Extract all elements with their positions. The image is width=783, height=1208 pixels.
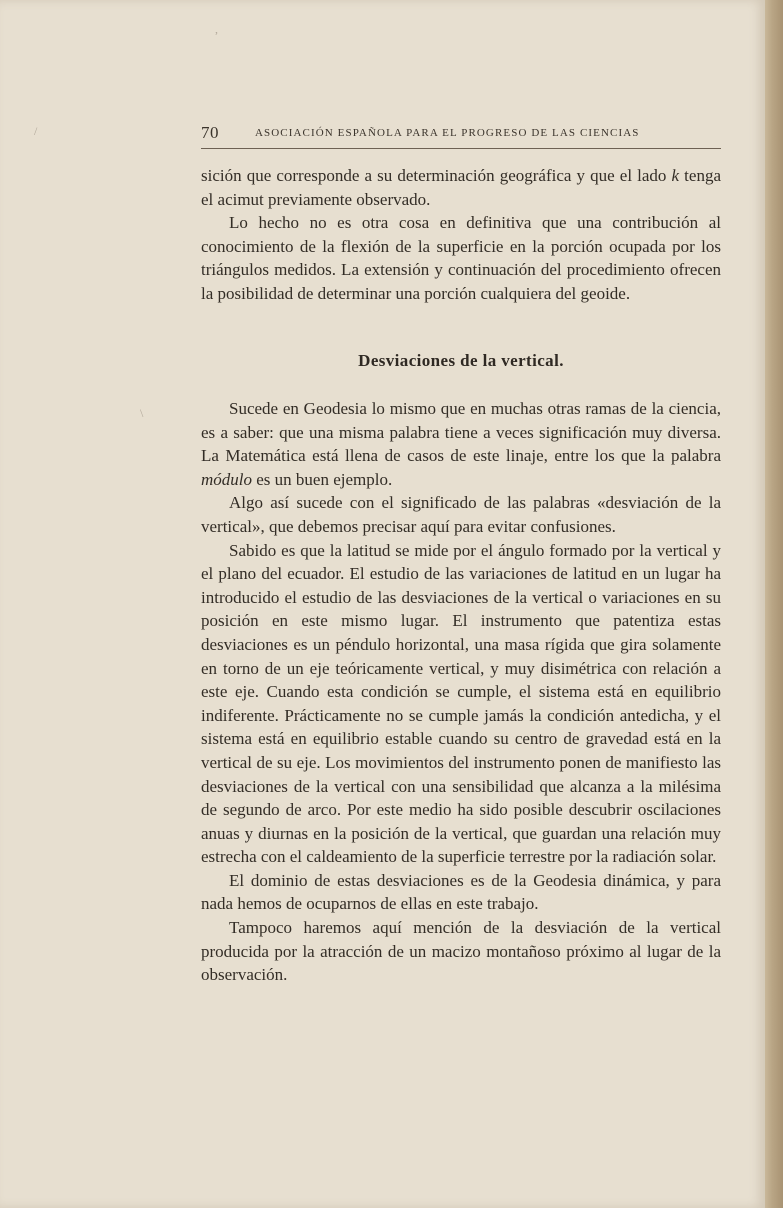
paragraph-3 — [201, 397, 721, 491]
paragraph-5: Sabido es que la latitud se mide por el ángulo formado por la vertical y el plano del ecuador. El estudio de las variaciones de latitud en un lugar ha introducido el estudio de las desviaciones de la vertical o variaciones en su posición en este mismo lugar. El instrumento que patentiza estas desviaciones es un péndulo horizontal, una masa rígida que gira solamente en torno de un eje teóricamente vertical, y muy disimétrica con relación a este eje. Cuando esta condición se cumple, el sistema está en equilibrio indiferente. Prácticamente no se cumple jamás la condición antedicha, y el sistema está en equilibrio estable cuando su centro de gravedad está en la vertical de su eje. Los movimientos del instrumento ponen de manifiesto las desviaciones de la vertical con una sensibilidad que alcanza a la milésima de segundo de arco. Por este medio ha sido posible descubrir oscilaciones anuas y diurnas en la posición de la vertical, que guardan una relación muy estrecha con el caldeamiento de la superficie terrestre por la radiación solar. — [201, 540, 721, 867]
paper-speck: / — [34, 124, 38, 138]
paragraph-1 — [201, 164, 721, 211]
page-number: 70 — [201, 123, 219, 142]
paragraph-7: Tampoco haremos aquí mención de la desviación de la vertical producida por la atracción de un macizo montañoso próximo al lugar de la observación. — [201, 918, 721, 985]
opening-text — [201, 164, 721, 306]
page-header — [201, 123, 721, 145]
paragraph-3-text-start: Sucede en Geodesia lo mismo que en muchas otras ramas de la ciencia, es a saber: que una misma palabra tiene a veces significación muy diversa. La Matemática está llena de casos de este linaje, entre los que la palabra — [201, 399, 721, 466]
paragraph-1-text-start: sición que corresponde a su determinación geográfica y que el lado — [201, 166, 672, 185]
paragraph-4: Algo así sucede con el significado de las palabras «desviación de la vertical», que debemos precisar aquí para evitar confusiones. — [201, 493, 721, 536]
paragraph-1-text-end: tenga el acimut previamente observado. — [201, 166, 721, 209]
paragraph-1-italic-k: k — [671, 166, 680, 185]
section-heading: Desviaciones de la vertical. — [358, 351, 564, 370]
page-edge — [765, 0, 783, 1208]
header-rule — [201, 148, 721, 149]
paper-speck: , — [215, 22, 218, 36]
paragraph-3-italic-modulo: módulo — [201, 469, 252, 489]
paragraph-6: El dominio de estas desviaciones es de la Geodesia dinámica, y para nada hemos de ocuparnos de ellas en este trabajo. — [201, 870, 721, 914]
paragraph-2: Lo hecho no es otra cosa en definitiva que una contribución al conocimiento de la flexión de la superficie en la porción ocupada por los triángulos medidos. La extensión y continuación del procedimiento ofrecen la posibilidad de determinar una porción cualquiera del geoide. — [201, 213, 721, 303]
paper-speck: \ — [140, 406, 144, 420]
section-body — [201, 397, 721, 987]
paragraph-3-text-end: es un buen ejemplo. — [252, 469, 393, 489]
running-head: ASOCIACIÓN ESPAÑOLA PARA EL PROGRESO DE LAS CIENCIAS — [255, 127, 640, 139]
